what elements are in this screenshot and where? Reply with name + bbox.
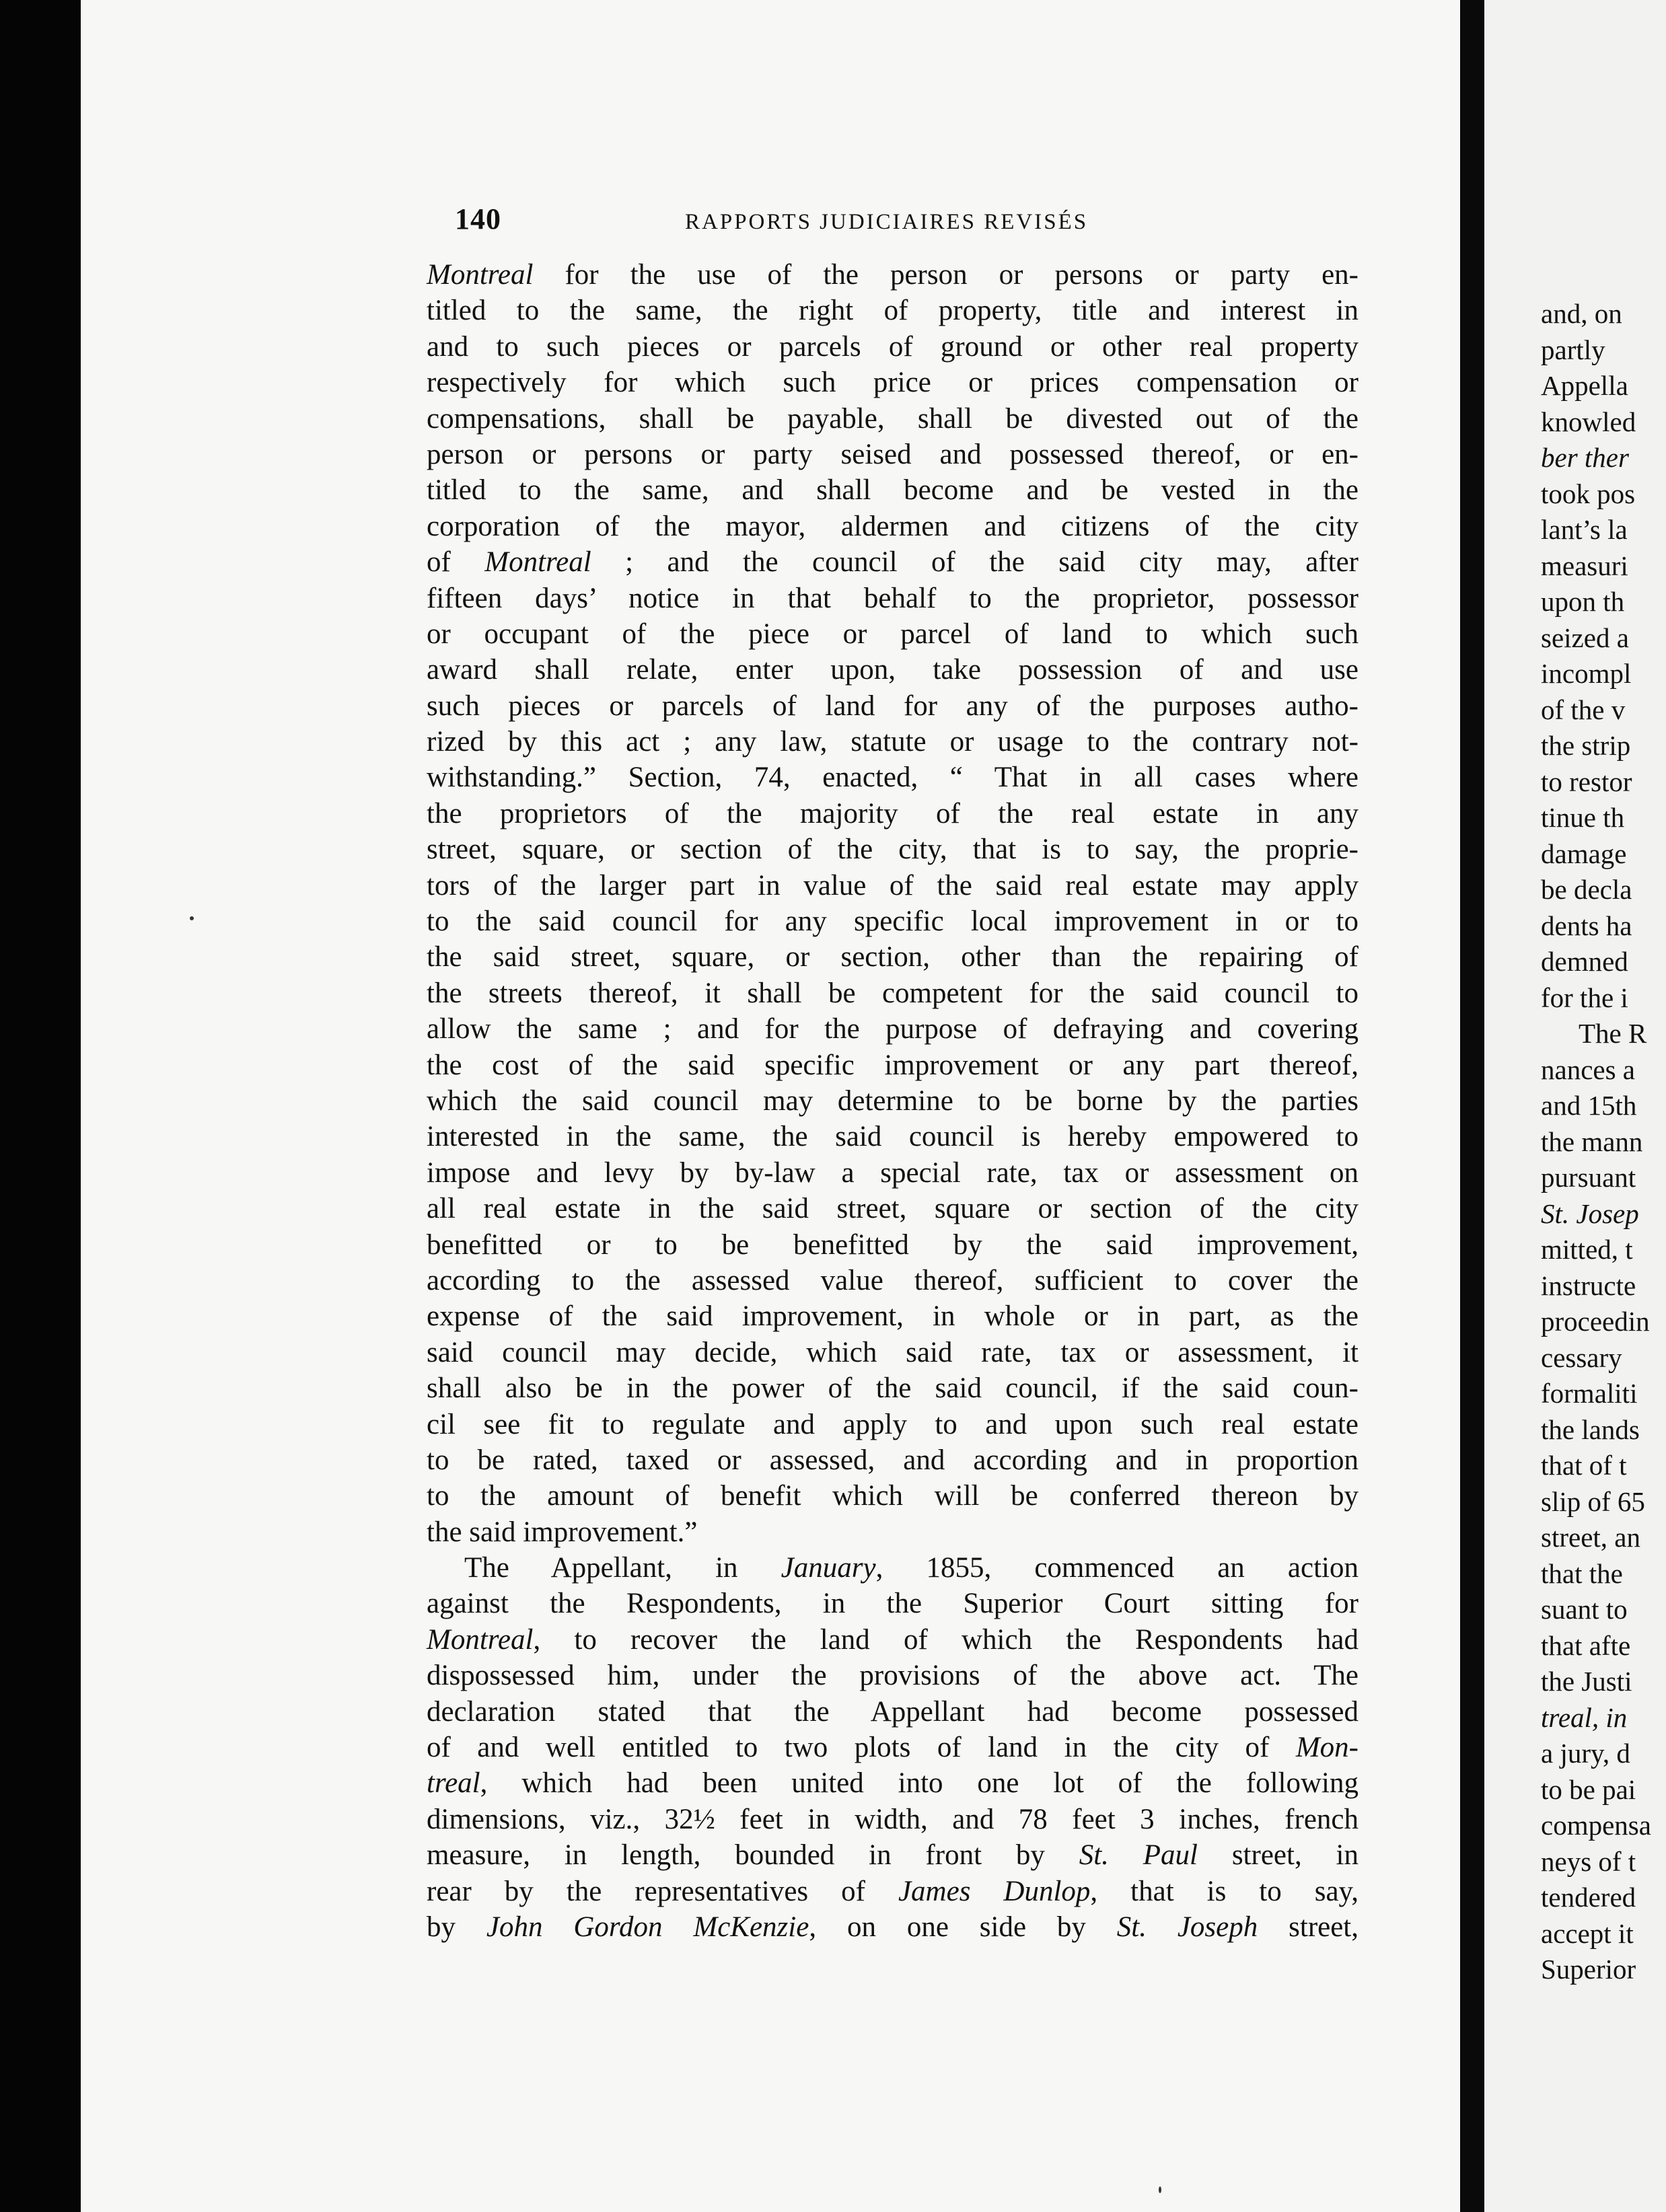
right-page-line: compensa	[1541, 1810, 1651, 1841]
right-page-line: and, on	[1541, 298, 1622, 329]
text-line: titled to the same, the right of property, title and interest in	[427, 295, 1359, 327]
text-line: the said street, square, or section, other than the repairing of	[427, 941, 1359, 973]
right-page-line: demned	[1541, 946, 1628, 977]
right-page-line: nances a	[1541, 1054, 1635, 1085]
text-line: fifteen days’ notice in that behalf to the proprietor, possessor	[427, 582, 1359, 614]
text-line: rized by this act ; any law, statute or usage to the contrary not-	[427, 726, 1359, 758]
text-line: which the said council may determine to be borne by the parties	[427, 1084, 1359, 1117]
running-head: RAPPORTS JUDICIAIRES REVISÉS	[685, 210, 1089, 234]
right-page-line: suant to	[1541, 1594, 1628, 1625]
right-page-line: to be pai	[1541, 1773, 1636, 1805]
right-page-line: for the i	[1541, 982, 1628, 1013]
text-line: by John Gordon McKenzie, on one side by St. Joseph street,	[427, 1911, 1359, 1943]
right-page-line: tendered	[1541, 1882, 1636, 1913]
right-page-line: Superior	[1541, 1954, 1636, 1985]
text-line: said council may decide, which said rate, tax or assessment, it	[427, 1336, 1359, 1368]
right-page-line: treal, in	[1541, 1701, 1628, 1733]
text-line: to the said council for any specific local improvement in or to	[427, 906, 1359, 938]
text-line: the cost of the said specific improvement or any part thereof,	[427, 1049, 1359, 1081]
scan-border-left	[0, 0, 81, 2212]
right-page-line: street, an	[1541, 1522, 1640, 1553]
text-line: Montreal, to recover the land of which the Respondents had	[427, 1623, 1359, 1656]
right-page-line: partly	[1541, 334, 1605, 365]
right-page-line: incompl	[1541, 658, 1632, 689]
right-page-line: Appella	[1541, 370, 1628, 401]
text-line: to the amount of benefit which will be conferred thereon by	[427, 1480, 1359, 1512]
text-line: award shall relate, enter upon, take possession of and use	[427, 654, 1359, 686]
text-line: against the Respondents, in the Superior Court sitting for	[427, 1588, 1359, 1620]
text-line: the said improvement.”	[427, 1516, 698, 1548]
right-page-line: damage	[1541, 838, 1627, 869]
text-line: all real estate in the said street, square or section of the city	[427, 1193, 1359, 1225]
right-page-line: be decla	[1541, 874, 1632, 905]
text-line: the proprietors of the majority of the real estate in any	[427, 797, 1359, 830]
right-page-line: knowled	[1541, 406, 1636, 437]
text-line: titled to the same, and shall become and be vested in the	[427, 474, 1359, 507]
page-number: 140	[455, 202, 501, 235]
right-page-line: of the v	[1541, 694, 1626, 725]
scan-speck	[190, 916, 194, 920]
right-page-line: that afte	[1541, 1629, 1631, 1661]
right-page-line: instructe	[1541, 1269, 1636, 1301]
right-page-line: upon th	[1541, 586, 1625, 617]
text-line: or occupant of the piece or parcel of land to which such	[427, 618, 1359, 650]
right-page-line: measuri	[1541, 550, 1628, 581]
text-line: the streets thereof, it shall be competent for the said council to	[427, 977, 1359, 1009]
text-line: of and well entitled to two plots of land in the city of Mon-	[427, 1732, 1359, 1764]
right-page-line: that of t	[1541, 1450, 1627, 1481]
right-page-line: proceedin	[1541, 1306, 1650, 1337]
right-page-line: took pos	[1541, 478, 1636, 509]
text-line: respectively for which such price or prices compensation or	[427, 367, 1359, 399]
text-line: expense of the said improvement, in whole or in part, as the	[427, 1300, 1359, 1333]
text-line: compensations, shall be payable, shall be divested out of the	[427, 402, 1359, 435]
right-page-line: St. Josep	[1541, 1197, 1639, 1229]
text-line: declaration stated that the Appellant had become possessed	[427, 1695, 1359, 1728]
right-page-line: a jury, d	[1541, 1738, 1630, 1769]
right-page-line: seized a	[1541, 622, 1629, 653]
right-page-line: dents ha	[1541, 910, 1632, 941]
right-page-line: neys of t	[1541, 1845, 1636, 1877]
text-line: The Appellant, in January, 1855, commenced an action	[464, 1552, 1359, 1584]
text-line: dispossessed him, under the provisions of the above act. The	[427, 1660, 1359, 1692]
right-page-line: formaliti	[1541, 1378, 1638, 1409]
text-line: and to such pieces or parcels of ground or other real property	[427, 330, 1359, 363]
right-page-line: cessary	[1541, 1341, 1622, 1373]
right-page-line: mitted, t	[1541, 1234, 1633, 1265]
paragraph-appellant-action	[427, 1550, 1359, 1945]
right-page-line: The R	[1579, 1018, 1647, 1049]
text-line: benefitted or to be benefitted by the said improvement,	[427, 1228, 1359, 1261]
text-line: tors of the larger part in value of the said real estate may apply	[427, 869, 1359, 901]
text-line: shall also be in the power of the said council, if the said coun-	[427, 1372, 1359, 1405]
scan-speck	[1159, 2186, 1161, 2193]
text-line: measure, in length, bounded in front by St. Paul street, in	[427, 1839, 1359, 1872]
right-page-line: the mann	[1541, 1126, 1643, 1157]
text-line: according to the assessed value thereof, sufficient to cover the	[427, 1264, 1359, 1296]
text-line: Montreal for the use of the person or persons or party en-	[427, 259, 1359, 291]
text-line: such pieces or parcels of land for any of the purposes autho-	[427, 690, 1359, 722]
text-line: of Montreal ; and the council of the said city may, after	[427, 546, 1359, 579]
paragraph-statute-quote	[427, 257, 1359, 1550]
right-page-line: the lands	[1541, 1413, 1640, 1445]
right-page-line: lant’s la	[1541, 514, 1628, 545]
right-page-line: the strip	[1541, 730, 1631, 761]
text-line: street, square, or section of the city, that is to say, the proprie-	[427, 834, 1359, 866]
right-page-line: ber ther	[1541, 442, 1629, 473]
right-page-line: pursuant	[1541, 1162, 1636, 1193]
text-line: treal, which had been united into one lot of the following	[427, 1767, 1359, 1800]
right-page-line: slip of 65	[1541, 1485, 1645, 1517]
text-line: rear by the representatives of James Dunlop, that is to say,	[427, 1875, 1359, 1907]
text-line: impose and levy by by-law a special rate, tax or assessment on	[427, 1156, 1359, 1189]
right-page-line: tinue th	[1541, 802, 1625, 833]
right-page-line: that the	[1541, 1557, 1623, 1589]
text-line: interested in the same, the said council is hereby empowered to	[427, 1121, 1359, 1153]
text-line: cil see fit to regulate and apply to and upon such real estate	[427, 1408, 1359, 1440]
right-page-line: accept it	[1541, 1917, 1634, 1949]
text-line: withstanding.” Section, 74, enacted, “ That in all cases where	[427, 762, 1359, 794]
main-text-column	[427, 257, 1359, 1945]
text-line: dimensions, viz., 32½ feet in width, and 78 feet 3 inches, french	[427, 1803, 1359, 1835]
right-page-line: and 15th	[1541, 1090, 1637, 1121]
right-page-text-fragment	[1541, 296, 1651, 1988]
text-line: allow the same ; and for the purpose of defraying and covering	[427, 1013, 1359, 1045]
text-line: to be rated, taxed or assessed, and according and in proportion	[427, 1444, 1359, 1476]
right-page-line: the Justi	[1541, 1666, 1632, 1697]
text-line: person or persons or party seised and possessed thereof, or en-	[427, 438, 1359, 470]
right-page-line: to restor	[1541, 766, 1632, 797]
text-line: corporation of the mayor, aldermen and citizens of the city	[427, 510, 1359, 542]
book-gutter	[1460, 0, 1484, 2212]
